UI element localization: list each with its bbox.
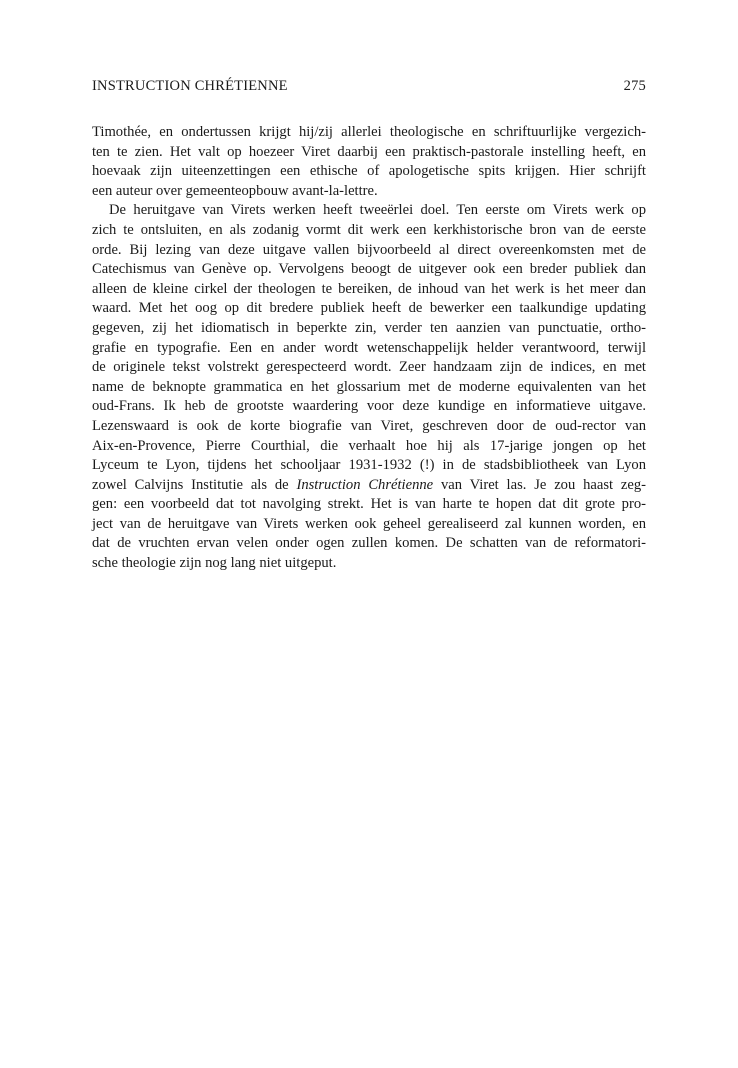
text-line: zich te ontsluiten, en als zodanig vormt dit werk een kerkhistorische bron van de eerste (92, 221, 646, 238)
text-line: ject van de heruitgave van Virets werken ook geheel gerealiseerd zal kunnen worden, en (92, 515, 646, 532)
text-line: Lyceum te Lyon, tijdens het schooljaar 1931-1932 (!) in de stadsbibliotheek van Lyon (92, 457, 646, 474)
text-line: oud-Frans. Ik heb de grootste waardering voor deze kundige en informatieve uitgave. (92, 398, 646, 415)
text-line: waard. Met het oog op dit bredere publiek heeft de bewerker een taalkundige updating (92, 300, 646, 317)
text-line: alleen de kleine cirkel der theologen te bereiken, de inhoud van het werk is het meer dan (92, 280, 646, 297)
running-head (92, 78, 646, 95)
text-line: hoevaak zijn uiteenzettingen een ethische of apologetische spits krijgen. Hier schrijft (92, 163, 646, 180)
text-line: de originele tekst volstrekt gerespecteerd wordt. Zeer handzaam zijn de indices, en met (92, 359, 646, 376)
text-line: name de beknopte grammatica en het glossarium met de moderne equivalenten van het (92, 378, 646, 395)
page-number: 275 (623, 78, 646, 94)
text-line: orde. Bij lezing van deze uitgave vallen bijvoorbeeld al direct overeenkomsten met de (92, 241, 646, 258)
text-line: Catechismus van Genève op. Vervolgens beoogt de uitgever ook een breder publiek dan (92, 261, 646, 278)
text-line: gegeven, zij het idiomatisch in beperkte zin, verder ten aanzien van punctuatie, ortho- (92, 319, 646, 336)
paragraph-1 (92, 123, 646, 201)
paragraph-2 (92, 201, 646, 573)
text-line: dat de vruchten ervan velen onder ogen zullen komen. De schatten van de reformatori- (92, 535, 646, 552)
text-segment: zowel Calvijns Institutie als de (92, 476, 297, 493)
text-line: De heruitgave van Virets werken heeft tweeërlei doel. Ten eerste om Virets werk op (109, 202, 646, 219)
text-line: Aix-en-Provence, Pierre Courthial, die verhaalt hoe hij als 17-jarige jongen op het (92, 437, 646, 454)
book-title-italic: Instruction Chrétienne (296, 476, 434, 493)
text-line-italic (92, 476, 646, 496)
text-line: Lezenswaard is ook de korte biografie van Viret, geschreven door de oud-rector van (92, 417, 646, 434)
text-line: ten te zien. Het valt op hoezeer Viret daarbij een praktisch-pastorale instelling heeft, en (92, 143, 646, 160)
text-line: een auteur over gemeenteopbouw avant-la-lettre. (92, 182, 378, 199)
text-line: grafie en typografie. Een en ander wordt wetenschappelijk helder verantwoord, terwijl (92, 339, 646, 356)
text-line: gen: een voorbeeld dat tot navolging strekt. Het is van harte te hopen dat dit grote pro- (92, 496, 646, 513)
running-title: INSTRUCTION CHRÉTIENNE (92, 78, 288, 94)
text-segment: van Viret las. Je zou haast zeg- (433, 476, 646, 493)
page (92, 78, 646, 574)
text-line: Timothée, en ondertussen krijgt hij/zij allerlei theologische en schriftuurlijke vergezich- (92, 124, 646, 140)
text-line: sche theologie zijn nog lang niet uitgeput. (92, 555, 337, 572)
body-text (92, 123, 646, 574)
